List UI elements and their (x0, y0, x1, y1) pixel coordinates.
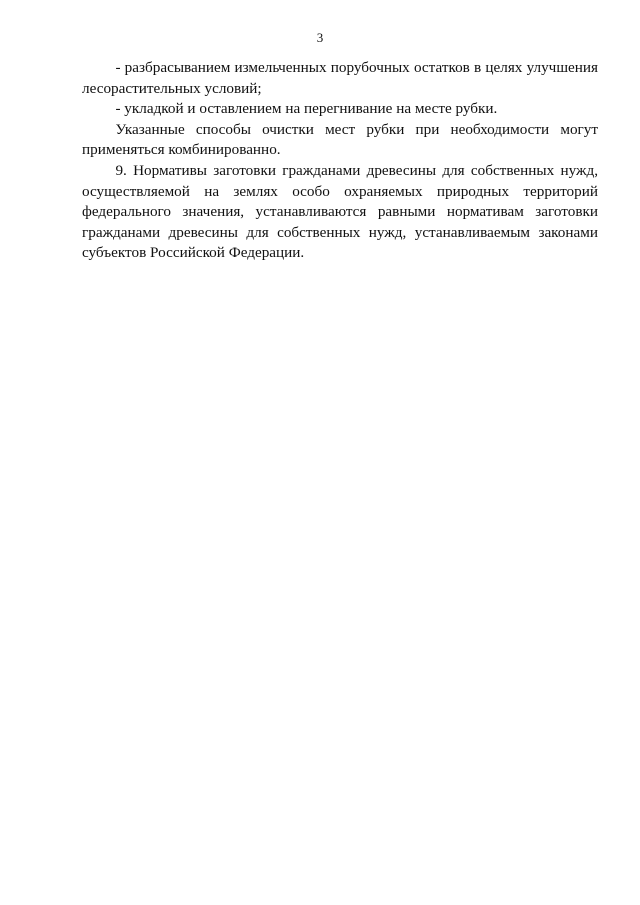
paragraph-laying-for-decay: - укладкой и оставлением на перегнивание на месте рубки. (115, 100, 498, 118)
page-number: 3 (316, 30, 324, 45)
paragraph-scattering-residues: - разбрасыванием измельченных порубочных остатков в целях улучшения лесорастительных условий; (82, 59, 598, 97)
paragraph-combined-methods: Указанные способы очистки мест рубки при необходимости могут применяться комбинированно. (82, 120, 598, 159)
document-body (82, 58, 598, 264)
paragraph-item-9-norms: 9. Нормативы заготовки гражданами древесины для собственных нужд, осуществляемой на землях особо охраняемых природных территорий федерального значения, устанавливаются равными нормативам заготовки гражданами древесины для собственных нужд, устанавливаемым законами субъектов Российской Федерации. (82, 161, 598, 262)
